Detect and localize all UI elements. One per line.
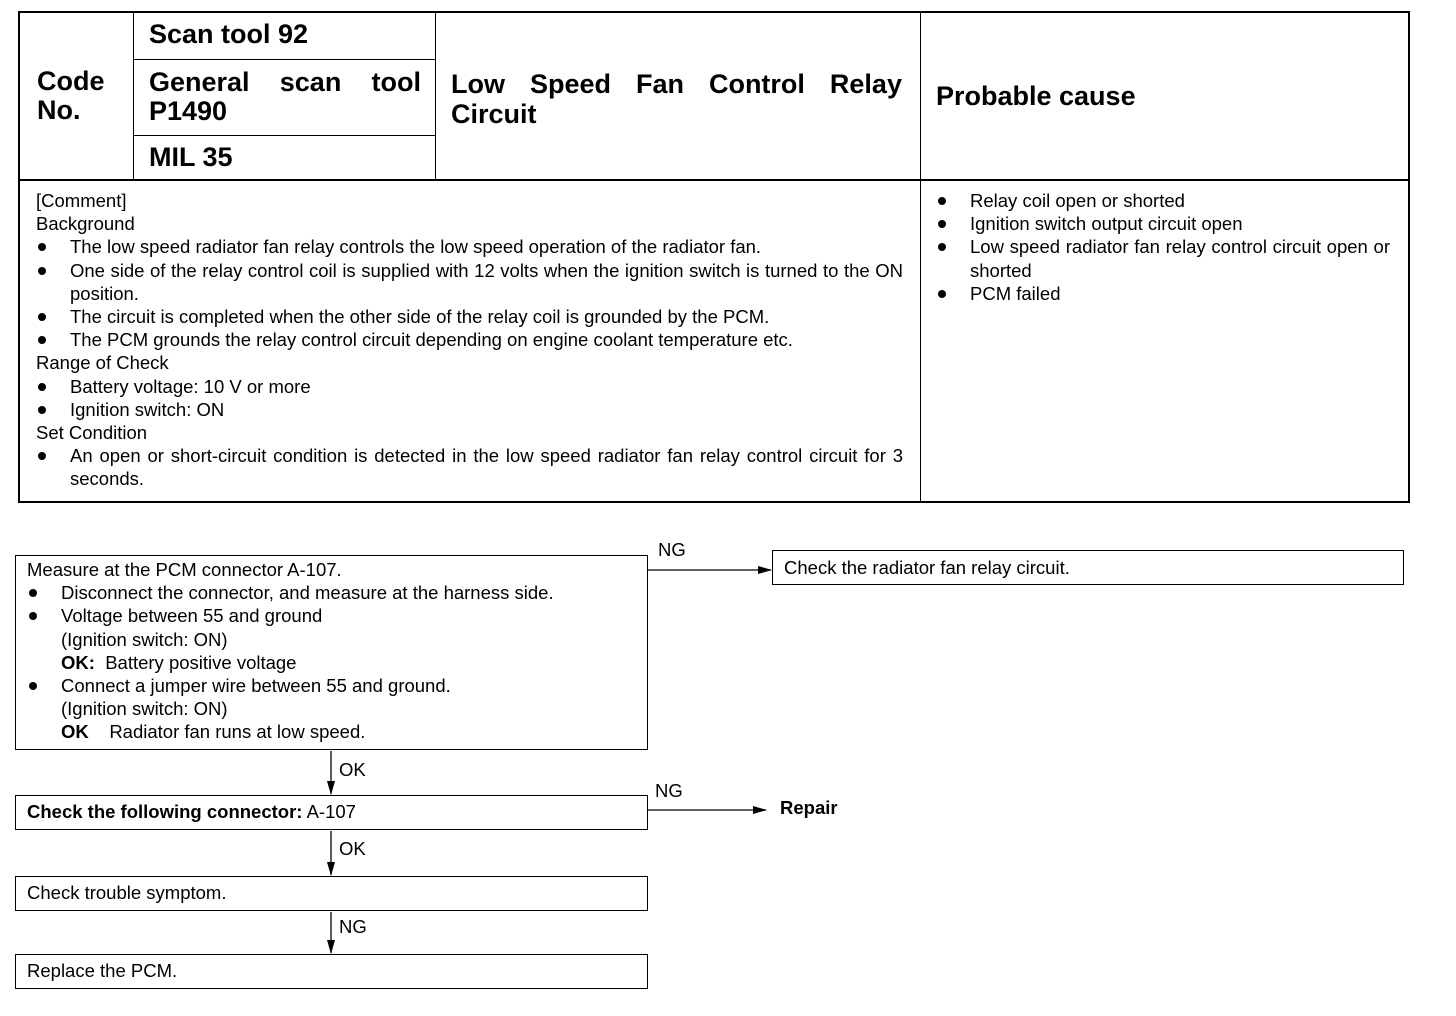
- scan-tool-column: [134, 13, 436, 179]
- bullet-icon: [38, 383, 46, 391]
- step1-ok-line-2: OK Radiator fan runs at low speed.: [61, 721, 366, 743]
- title-word-5: Relay: [829, 69, 902, 99]
- step1-ok-line: OK: Battery positive voltage: [61, 651, 297, 673]
- bullet-icon: [29, 682, 37, 690]
- gst-word-2: scan: [279, 67, 342, 97]
- range-heading: Range of Check: [36, 352, 169, 374]
- ng1-result-box: Check the radiator fan relay circuit.: [772, 550, 1404, 585]
- step1-title: Measure at the PCM connector A-107.: [27, 559, 342, 580]
- ng3-label: NG: [339, 916, 367, 937]
- gst-code: P1490: [149, 96, 228, 126]
- dtc-header-table: [18, 11, 1410, 181]
- bullet-icon: [29, 612, 37, 620]
- step2-value: A-107: [306, 801, 356, 822]
- bullet-icon: [38, 452, 46, 460]
- list-item: Connect a jumper wire between 55 and ground.: [27, 674, 637, 697]
- list-item: An open or short-circuit condition is detected in the low speed radiator fan relay control circuit for 3 seconds.: [36, 444, 903, 490]
- set-condition-heading: Set Condition: [36, 422, 148, 444]
- general-scan-tool-cell: [134, 60, 435, 136]
- list-item: Ignition switch output circuit open: [936, 212, 1390, 235]
- bullet-icon: [38, 406, 46, 414]
- step2-label: Check the following connector:: [27, 801, 303, 822]
- probable-cause-heading: Probable cause: [936, 80, 1136, 111]
- ng2-label: NG: [655, 780, 683, 801]
- bullet-icon: [29, 589, 37, 597]
- gst-word-1: General: [149, 67, 250, 97]
- list-item: Ignition switch: ON: [36, 398, 903, 421]
- title-word-3: Fan: [635, 69, 684, 99]
- scan-tool-92: Scan tool 92: [134, 13, 435, 60]
- list-item: Relay coil open or shorted: [936, 189, 1390, 212]
- dtc-body-table: [18, 179, 1410, 503]
- bullet-icon: [938, 197, 946, 205]
- list-item: Low speed radiator fan relay control circuit open or shorted: [936, 235, 1390, 281]
- title-word-1: Low: [451, 69, 505, 99]
- list-item: PCM failed: [936, 282, 1390, 305]
- dtc-title: [436, 13, 921, 179]
- bullet-icon: [38, 267, 46, 275]
- probable-causes-list: [921, 180, 1408, 501]
- list-item: One side of the relay control coil is supplied with 12 volts when the ignition switch is turned to the ON position.: [36, 259, 903, 305]
- step1-condition-2: (Ignition switch: ON): [61, 698, 228, 720]
- list-item: Battery voltage: 10 V or more: [36, 375, 903, 398]
- bullet-icon: [38, 336, 46, 344]
- background-heading: Background: [36, 213, 135, 235]
- title-word-2: Speed: [529, 69, 611, 99]
- bullet-icon: [938, 220, 946, 228]
- step3-box: Check trouble symptom.: [15, 876, 648, 911]
- no-label: No.: [37, 95, 81, 125]
- step2-box: [15, 795, 648, 830]
- bullet-icon: [938, 243, 946, 251]
- comment-section: [20, 180, 921, 501]
- title-word-4: Control: [708, 69, 805, 99]
- code-label: Code: [37, 66, 105, 96]
- list-item: Voltage between 55 and ground: [27, 604, 637, 627]
- title-line-2: Circuit: [451, 99, 537, 129]
- list-item: Disconnect the connector, and measure at the harness side.: [27, 581, 637, 604]
- bullet-icon: [938, 290, 946, 298]
- code-no-cell: [20, 13, 134, 179]
- ok1-label: OK: [339, 759, 366, 780]
- gst-word-3: tool: [371, 67, 421, 97]
- step1-condition: (Ignition switch: ON): [61, 628, 228, 650]
- mil-code: MIL 35: [149, 142, 233, 172]
- bullet-icon: [38, 313, 46, 321]
- repair-label: Repair: [780, 797, 838, 818]
- ok2-label: OK: [339, 838, 366, 859]
- bullet-icon: [38, 243, 46, 251]
- list-item: The PCM grounds the relay control circuit depending on engine coolant temperature etc.: [36, 328, 903, 351]
- list-item: The low speed radiator fan relay controls the low speed operation of the radiator fan.: [36, 235, 903, 258]
- step4-box: Replace the PCM.: [15, 954, 648, 989]
- step1-box: [15, 555, 648, 750]
- list-item: The circuit is completed when the other side of the relay coil is grounded by the PCM.: [36, 305, 903, 328]
- comment-label: [Comment]: [36, 190, 127, 211]
- ng1-label: NG: [658, 539, 686, 560]
